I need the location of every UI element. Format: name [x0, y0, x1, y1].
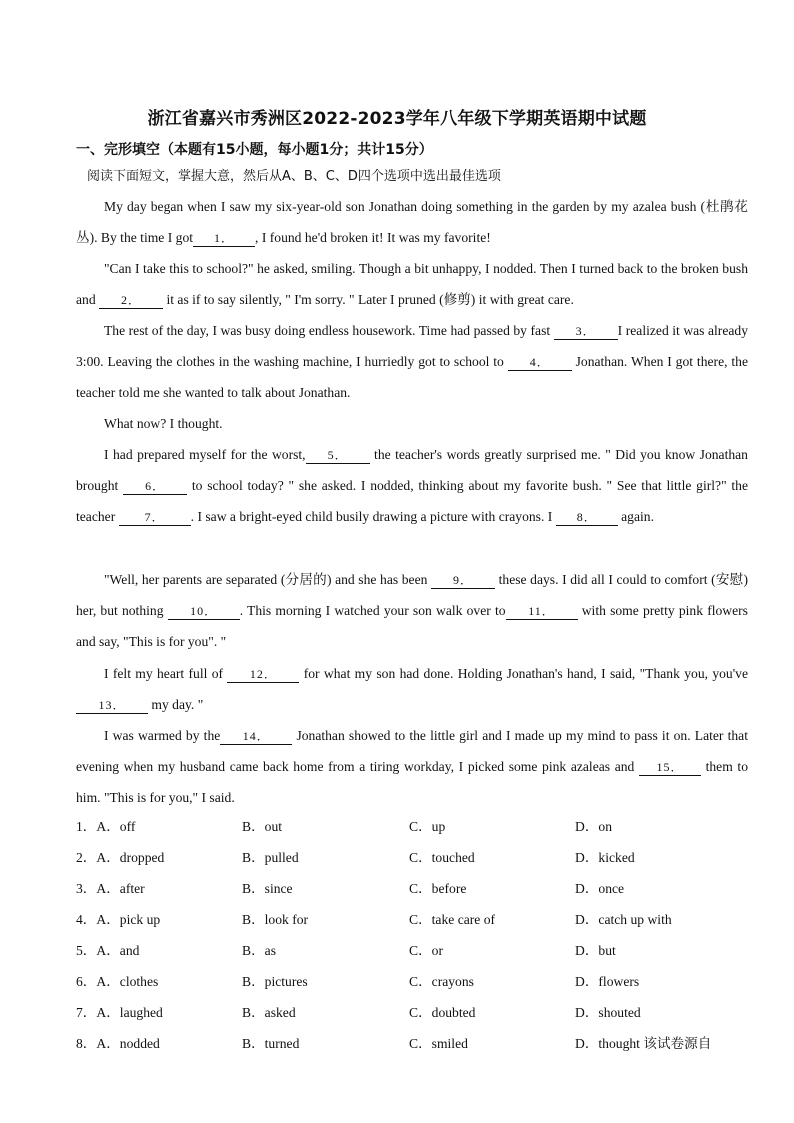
blank-11[interactable]: 11．	[506, 603, 578, 620]
option-d[interactable]: D．shouted	[575, 1005, 641, 1020]
option-b[interactable]: B．pictures	[242, 974, 308, 989]
option-d[interactable]: D．thought 该试卷源自	[575, 1036, 712, 1051]
option-text: A．and	[96, 943, 140, 958]
option-text: A．clothes	[96, 974, 159, 989]
option-a[interactable]	[76, 877, 145, 897]
option-c[interactable]: C．before	[409, 881, 467, 896]
passage-text: Jonathan. When I got there, the teacher told me she wanted to talk about Jonathan.	[76, 354, 748, 400]
question-number: 8．	[76, 1036, 97, 1051]
option-c[interactable]: C．touched	[409, 850, 475, 865]
question-options	[76, 1032, 748, 1063]
blank-10[interactable]: 10．	[168, 603, 240, 620]
blank-4[interactable]: 4．	[508, 354, 572, 371]
option-d[interactable]: D．catch up with	[575, 912, 672, 927]
page-title: 浙江省嘉兴市秀洲区2022-2023学年八年级下学期英语期中试题	[147, 109, 647, 129]
options-list	[76, 815, 748, 1063]
passage-text: these days. I did all I could to comfort (安慰) her, but nothing	[76, 572, 748, 618]
option-c[interactable]: C．crayons	[409, 974, 474, 989]
instructions: 阅读下面短文，掌握大意，然后从A、B、C、D四个选项中选出最佳选项	[87, 169, 501, 184]
question-number: 4．	[76, 912, 97, 927]
passage-text: I had prepared myself for the worst,	[104, 447, 306, 462]
option-c[interactable]: C．up	[409, 819, 446, 834]
passage-text: "Well, her parents are separated (分居的) and she has been	[104, 572, 428, 587]
option-d[interactable]: D．on	[575, 819, 613, 834]
question-number: 6．	[76, 974, 97, 989]
option-c[interactable]: C．smiled	[409, 1036, 468, 1051]
question-options	[76, 846, 748, 877]
option-a[interactable]	[76, 970, 158, 990]
option-text: A．pick up	[96, 912, 161, 927]
option-c[interactable]: C．or	[409, 943, 443, 958]
passage-text: my day. "	[151, 697, 204, 712]
option-b[interactable]: B．as	[242, 943, 276, 958]
blank-12[interactable]: 12．	[227, 666, 299, 683]
option-a[interactable]	[76, 1032, 160, 1052]
option-b[interactable]: B．asked	[242, 1005, 296, 1020]
passage-text: The rest of the day, I was busy doing endless housework. Time had passed by fast	[104, 323, 551, 338]
passage-text: I was warmed by the	[104, 728, 221, 743]
question-options	[76, 815, 748, 846]
option-a[interactable]	[76, 846, 164, 866]
blank-13[interactable]: 13．	[76, 697, 148, 714]
passage-text: it as if to say silently, " I'm sorry. " Later I pruned (修剪) it with great care.	[166, 292, 574, 307]
option-a[interactable]	[76, 1001, 163, 1021]
option-text: A．dropped	[96, 850, 165, 865]
option-d[interactable]: D．kicked	[575, 850, 635, 865]
section-heading: 一、完形填空（本题有15小题，每小题1分；共计15分）	[76, 142, 433, 158]
blank-5[interactable]: 5．	[306, 447, 370, 464]
question-number: 5．	[76, 943, 97, 958]
passage-text: My day began when I saw my six-year-old son Jonathan doing something in the garden by my azalea bush (杜鹃花丛). By the time I got	[76, 199, 748, 245]
passage-paragraph-6	[76, 564, 748, 657]
passage-text: . This morning I watched your son walk over to	[239, 603, 506, 618]
passage-text: . I saw a bright-eyed child busily drawing a picture with crayons. I	[190, 509, 553, 524]
question-options	[76, 970, 748, 1001]
option-text: A．after	[96, 881, 145, 896]
blank-2[interactable]: 2．	[99, 292, 163, 309]
passage-paragraph-4: What now? I thought.	[104, 416, 223, 431]
blank-14[interactable]: 14．	[220, 728, 292, 745]
blank-15[interactable]: 15．	[639, 759, 701, 776]
option-a[interactable]	[76, 815, 135, 835]
question-options	[76, 939, 748, 970]
passage-text: to school today? " she asked. I nodded, thinking about my favorite bush. " See that little girl?" the teacher	[76, 478, 749, 524]
passage-paragraph-3	[76, 315, 748, 408]
passage-text: "Can I take this to school?" he asked, smiling. Though a bit unhappy, I nodded. Then I turned back to the broken bush and	[76, 261, 748, 307]
passage-text: them to him. "This is for you," I said.	[76, 759, 748, 805]
blank-9[interactable]: 9．	[431, 572, 495, 589]
passage-text: Jonathan showed to the little girl and I made up my mind to pass it on. Later that evening when my husband came back home from a tiring workday, I picked some pink azaleas and	[76, 728, 748, 774]
blank-7[interactable]: 7．	[119, 509, 191, 526]
option-text: A．off	[96, 819, 136, 834]
option-d[interactable]: D．but	[575, 943, 616, 958]
passage-text: the teacher's words greatly surprised me. " Did you know Jonathan brought	[76, 447, 748, 493]
question-number: 3．	[76, 881, 97, 896]
passage-text: I realized it was already 3:00. Leaving the clothes in the washing machine, I hurriedly got to school to	[76, 323, 748, 369]
option-text: A．laughed	[96, 1005, 163, 1020]
option-b[interactable]: B．look for	[242, 912, 309, 927]
blank-3[interactable]: 3．	[554, 323, 618, 340]
question-options	[76, 877, 748, 908]
passage-paragraph-1	[76, 191, 748, 253]
blank-6[interactable]: 6．	[123, 478, 187, 495]
option-d[interactable]: D．flowers	[575, 974, 640, 989]
option-c[interactable]: C．doubted	[409, 1005, 476, 1020]
passage-text: , I found he'd broken it! It was my favorite!	[255, 230, 491, 245]
blank-1[interactable]: 1．	[193, 230, 255, 247]
question-options	[76, 1001, 748, 1032]
passage-paragraph-2	[76, 253, 748, 315]
passage-text: again.	[621, 509, 654, 524]
passage-text: for what my son had done. Holding Jonathan's hand, I said, "Thank you, you've	[303, 666, 749, 681]
question-options	[76, 908, 748, 939]
option-d[interactable]: D．once	[575, 881, 625, 896]
option-b[interactable]: B．out	[242, 819, 283, 834]
option-a[interactable]	[76, 939, 139, 959]
passage-paragraph-8	[76, 720, 748, 813]
option-b[interactable]: B．turned	[242, 1036, 300, 1051]
option-b[interactable]: B．since	[242, 881, 293, 896]
passage-text: I felt my heart full of	[104, 666, 224, 681]
option-text: A．nodded	[96, 1036, 160, 1051]
passage-paragraph-5	[76, 439, 748, 532]
question-number: 1．	[76, 819, 97, 834]
question-number: 2．	[76, 850, 97, 865]
question-number: 7．	[76, 1005, 97, 1020]
option-a[interactable]	[76, 908, 160, 928]
passage-paragraph-7	[76, 658, 748, 720]
option-c[interactable]: C．take care of	[409, 912, 496, 927]
passage-text: with some pretty pink flowers and say, "This is for you". "	[76, 603, 748, 649]
blank-8[interactable]: 8．	[556, 509, 618, 526]
option-b[interactable]: B．pulled	[242, 850, 299, 865]
